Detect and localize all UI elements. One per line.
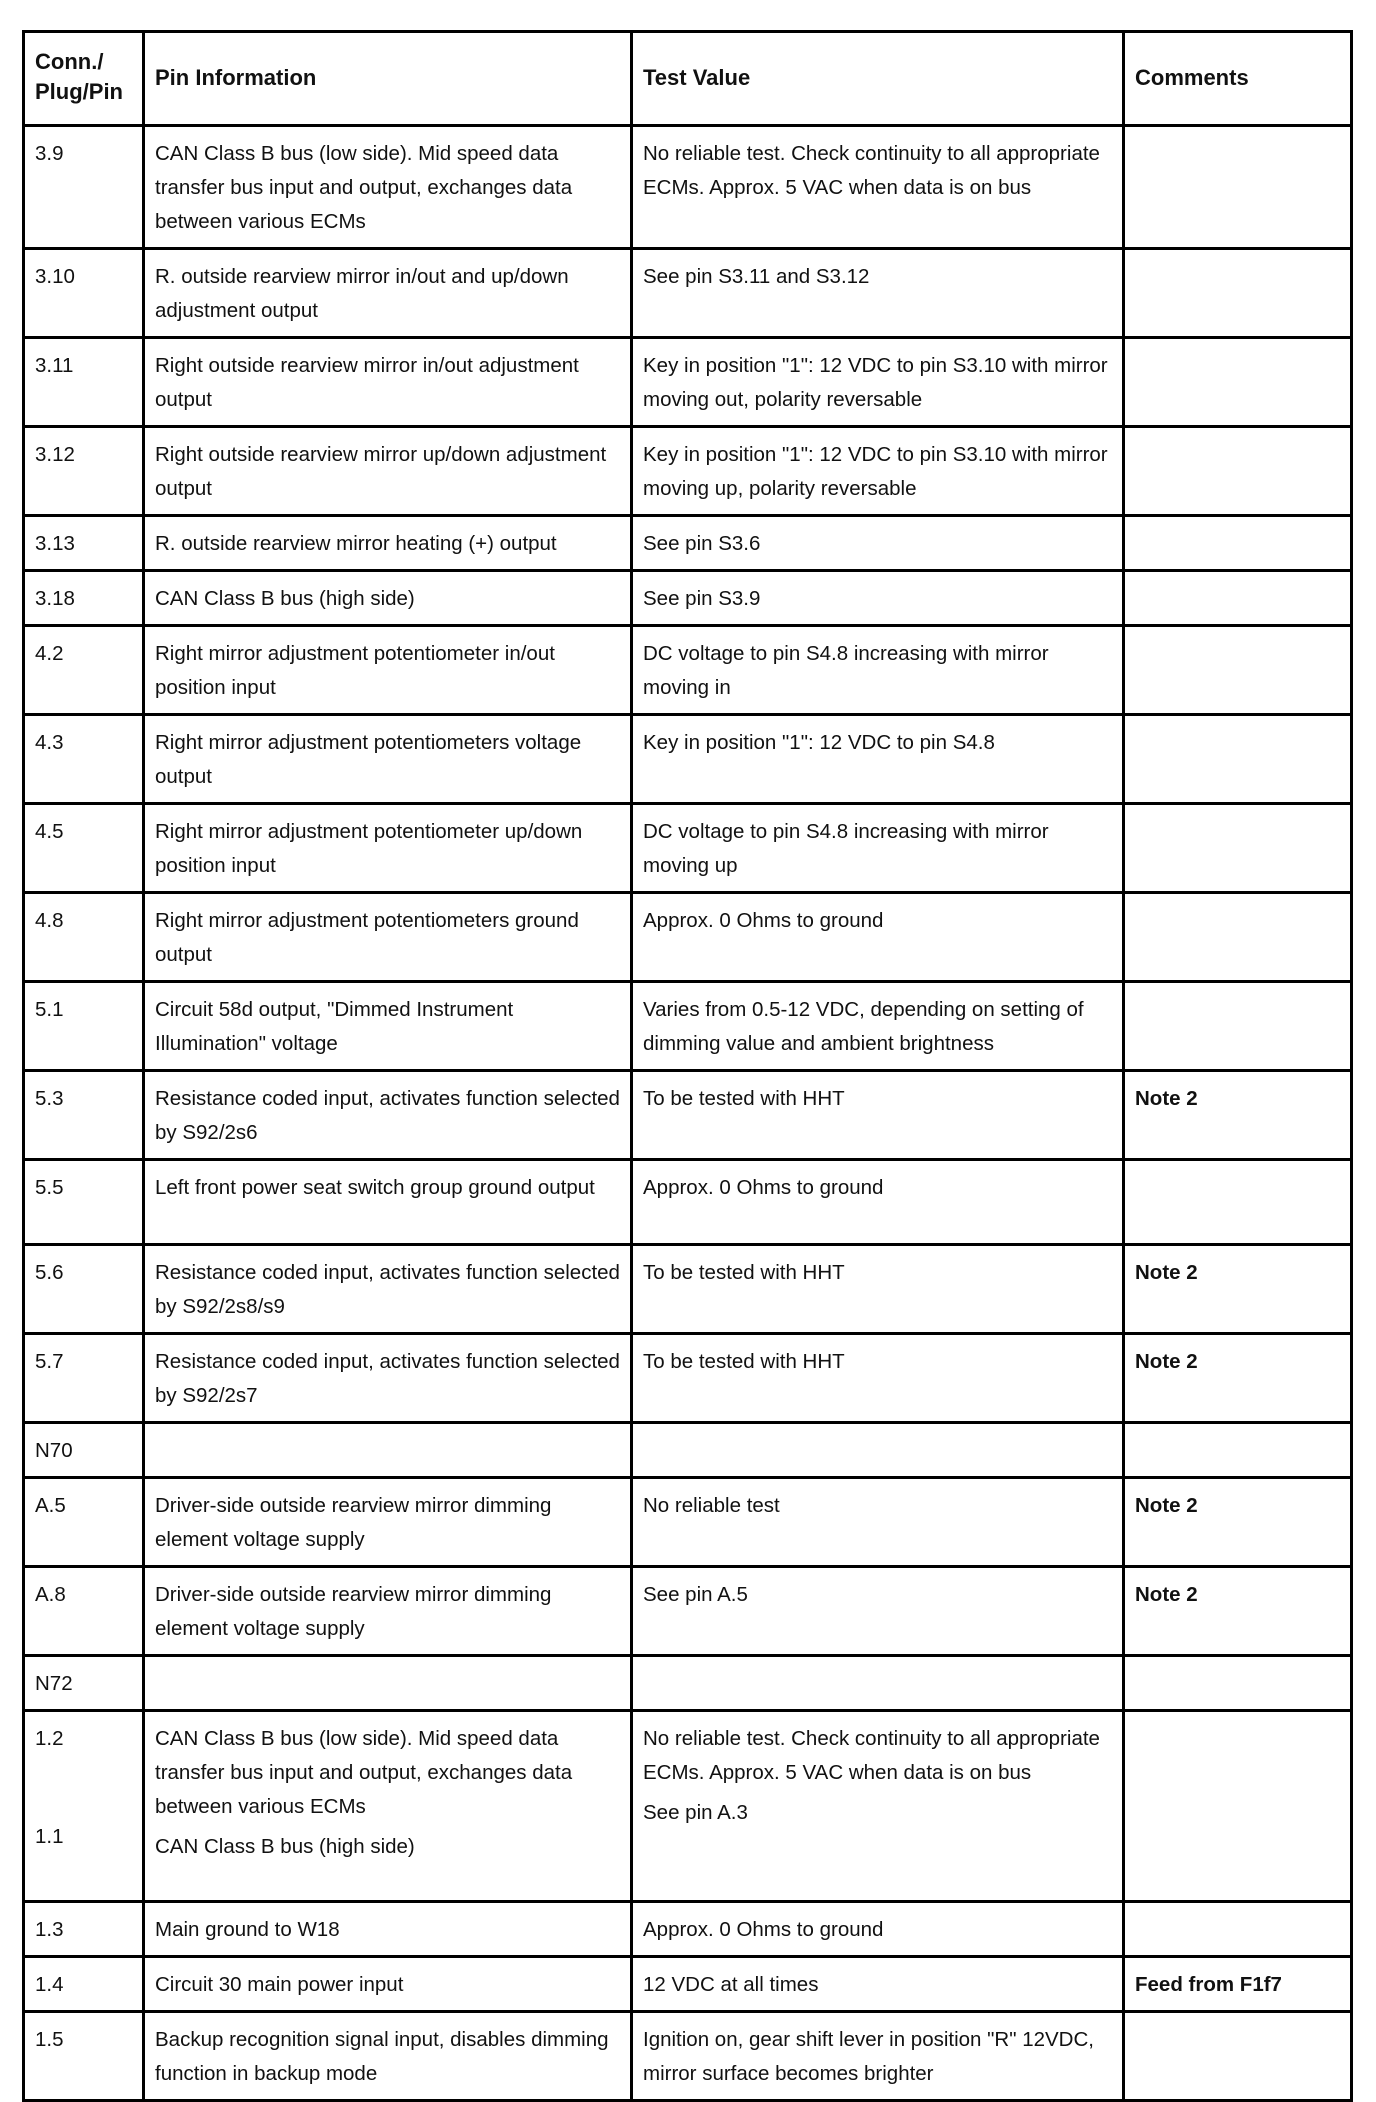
cell-pin: N72	[24, 1656, 144, 1711]
cell-pin: 3.18	[24, 571, 144, 626]
cell-pin: 5.6	[24, 1245, 144, 1334]
cell-test-value: To be tested with HHT	[632, 1245, 1124, 1334]
cell-pin-info: CAN Class B bus (low side). Mid speed data transfer bus input and output, exchanges data between various ECMs	[144, 126, 632, 249]
cell-test-value: To be tested with HHT	[632, 1071, 1124, 1160]
cell-comment	[1124, 126, 1352, 249]
cell-comment	[1124, 804, 1352, 893]
cell-comment: Note 2	[1124, 1071, 1352, 1160]
cell-comment	[1124, 338, 1352, 427]
table-row	[24, 804, 1352, 893]
cell-pin-info: Right mirror adjustment potentiometer up/down position input	[144, 804, 632, 893]
cell-pin: 5.3	[24, 1071, 144, 1160]
cell-comment	[1124, 516, 1352, 571]
table-row-merged	[24, 1711, 1352, 1902]
cell-test-b: See pin A.3	[643, 1801, 748, 1824]
cell-pin-info: R. outside rearview mirror in/out and up/down adjustment output	[144, 249, 632, 338]
table-row	[24, 1245, 1352, 1334]
cell-pin-info: CAN Class B bus (high side)	[144, 571, 632, 626]
header-test-value	[632, 32, 1124, 126]
cell-pin: 3.11	[24, 338, 144, 427]
cell-pin	[24, 1711, 144, 1902]
header-conn-plug-pin	[24, 32, 144, 126]
cell-comment	[1124, 1160, 1352, 1245]
table-row	[24, 1957, 1352, 2012]
header-comments	[1124, 32, 1352, 126]
table-row	[24, 1567, 1352, 1656]
cell-pin: 1.3	[24, 1902, 144, 1957]
table-row	[24, 1902, 1352, 1957]
cell-pin-info: Backup recognition signal input, disables dimming function in backup mode	[144, 2012, 632, 2101]
cell-test-value: No reliable test. Check continuity to all appropriate ECMs. Approx. 5 VAC when data is on bus	[632, 126, 1124, 249]
table-header-row	[24, 32, 1352, 126]
cell-pin-info: Resistance coded input, activates function selected by S92/2s6	[144, 1071, 632, 1160]
cell-comment	[1124, 571, 1352, 626]
cell-test-value: DC voltage to pin S4.8 increasing with mirror moving up	[632, 804, 1124, 893]
cell-pin: 4.5	[24, 804, 144, 893]
table-row	[24, 1423, 1352, 1478]
cell-pin: 4.3	[24, 715, 144, 804]
cell-test-value: Key in position "1": 12 VDC to pin S4.8	[632, 715, 1124, 804]
table-row	[24, 2012, 1352, 2101]
cell-pin: A.8	[24, 1567, 144, 1656]
cell-pin: N70	[24, 1423, 144, 1478]
header-pin-information	[144, 32, 632, 126]
table-row	[24, 126, 1352, 249]
table-row	[24, 626, 1352, 715]
table-row	[24, 893, 1352, 982]
table-row	[24, 1334, 1352, 1423]
table-body	[24, 126, 1352, 2101]
cell-test-a: No reliable test. Check continuity to all appropriate ECMs. Approx. 5 VAC when data is on bus	[643, 1727, 1100, 1784]
table-row	[24, 249, 1352, 338]
header-conn-label: Conn./ Plug/Pin	[35, 49, 123, 104]
table-row	[24, 1656, 1352, 1711]
header-test-value-label: Test Value	[643, 65, 751, 90]
cell-pin-info	[144, 1711, 632, 1902]
table-row	[24, 1071, 1352, 1160]
table-row	[24, 715, 1352, 804]
cell-test-value: See pin S3.11 and S3.12	[632, 249, 1124, 338]
cell-comment	[1124, 626, 1352, 715]
cell-comment	[1124, 715, 1352, 804]
cell-pin-info: Right mirror adjustment potentiometers ground output	[144, 893, 632, 982]
cell-comment	[1124, 249, 1352, 338]
cell-pin: 3.10	[24, 249, 144, 338]
cell-comment: Feed from F1f7	[1124, 1957, 1352, 2012]
cell-pin-info: Right mirror adjustment potentiometer in/out position input	[144, 626, 632, 715]
cell-test-value: To be tested with HHT	[632, 1334, 1124, 1423]
cell-pin-info: Driver-side outside rearview mirror dimming element voltage supply	[144, 1567, 632, 1656]
header-comments-label: Comments	[1135, 65, 1249, 90]
cell-pin-info: Main ground to W18	[144, 1902, 632, 1957]
cell-pin-info: Right mirror adjustment potentiometers voltage output	[144, 715, 632, 804]
cell-comment: Note 2	[1124, 1567, 1352, 1656]
cell-test-value: Approx. 0 Ohms to ground	[632, 1902, 1124, 1957]
cell-test-value: Key in position "1": 12 VDC to pin S3.10 with mirror moving up, polarity reversable	[632, 427, 1124, 516]
table-row	[24, 982, 1352, 1071]
cell-pin-info: Driver-side outside rearview mirror dimming element voltage supply	[144, 1478, 632, 1567]
table-row	[24, 1160, 1352, 1245]
cell-test-value: See pin A.5	[632, 1567, 1124, 1656]
cell-pin-info: Circuit 30 main power input	[144, 1957, 632, 2012]
cell-test-value: No reliable test	[632, 1478, 1124, 1567]
cell-test-value: Approx. 0 Ohms to ground	[632, 893, 1124, 982]
cell-pin-info: Resistance coded input, activates function selected by S92/2s7	[144, 1334, 632, 1423]
cell-pin-info: Right outside rearview mirror in/out adjustment output	[144, 338, 632, 427]
cell-test-value: Key in position "1": 12 VDC to pin S3.10 with mirror moving out, polarity reversable	[632, 338, 1124, 427]
cell-pin: 4.2	[24, 626, 144, 715]
table-row	[24, 427, 1352, 516]
cell-comment: Note 2	[1124, 1478, 1352, 1567]
cell-comment	[1124, 1711, 1352, 1902]
cell-pin: 5.5	[24, 1160, 144, 1245]
cell-pin: 3.12	[24, 427, 144, 516]
cell-pin-info: Circuit 58d output, "Dimmed Instrument Illumination" voltage	[144, 982, 632, 1071]
cell-pin-info: R. outside rearview mirror heating (+) output	[144, 516, 632, 571]
cell-test-value: Varies from 0.5-12 VDC, depending on setting of dimming value and ambient brightness	[632, 982, 1124, 1071]
cell-pin: 5.1	[24, 982, 144, 1071]
cell-test-value	[632, 1423, 1124, 1478]
table-row	[24, 338, 1352, 427]
cell-info-b: CAN Class B bus (high side)	[155, 1835, 415, 1858]
header-pin-info-label: Pin Information	[155, 65, 317, 90]
cell-pin: 1.5	[24, 2012, 144, 2101]
cell-pin: 4.8	[24, 893, 144, 982]
cell-pin: A.5	[24, 1478, 144, 1567]
cell-comment	[1124, 1902, 1352, 1957]
cell-test-value	[632, 1711, 1124, 1902]
cell-pin-b: 1.1	[35, 1825, 64, 1848]
table-row	[24, 571, 1352, 626]
cell-comment: Note 2	[1124, 1334, 1352, 1423]
cell-test-value: 12 VDC at all times	[632, 1957, 1124, 2012]
cell-info-a: CAN Class B bus (low side). Mid speed data transfer bus input and output, exchanges data between various ECMs	[155, 1727, 573, 1818]
table-row	[24, 516, 1352, 571]
cell-pin: 3.9	[24, 126, 144, 249]
cell-comment	[1124, 893, 1352, 982]
cell-pin-info	[144, 1423, 632, 1478]
cell-pin: 1.4	[24, 1957, 144, 2012]
cell-comment	[1124, 982, 1352, 1071]
cell-test-value: See pin S3.6	[632, 516, 1124, 571]
table-row	[24, 1478, 1352, 1567]
cell-comment: Note 2	[1124, 1245, 1352, 1334]
cell-comment	[1124, 1656, 1352, 1711]
cell-test-value: See pin S3.9	[632, 571, 1124, 626]
cell-pin: 5.7	[24, 1334, 144, 1423]
pin-table-page	[22, 30, 1350, 2102]
cell-pin-info: Right outside rearview mirror up/down adjustment output	[144, 427, 632, 516]
cell-test-value: Ignition on, gear shift lever in position "R" 12VDC, mirror surface becomes brighter	[632, 2012, 1124, 2101]
cell-comment	[1124, 2012, 1352, 2101]
cell-pin-info	[144, 1656, 632, 1711]
cell-comment	[1124, 1423, 1352, 1478]
cell-pin-info: Resistance coded input, activates function selected by S92/2s8/s9	[144, 1245, 632, 1334]
cell-test-value: Approx. 0 Ohms to ground	[632, 1160, 1124, 1245]
cell-comment	[1124, 427, 1352, 516]
pin-information-table	[22, 30, 1353, 2102]
cell-test-value: DC voltage to pin S4.8 increasing with mirror moving in	[632, 626, 1124, 715]
cell-pin-info: Left front power seat switch group ground output	[144, 1160, 632, 1245]
cell-test-value	[632, 1656, 1124, 1711]
cell-pin: 3.13	[24, 516, 144, 571]
cell-pin-a: 1.2	[35, 1727, 64, 1750]
